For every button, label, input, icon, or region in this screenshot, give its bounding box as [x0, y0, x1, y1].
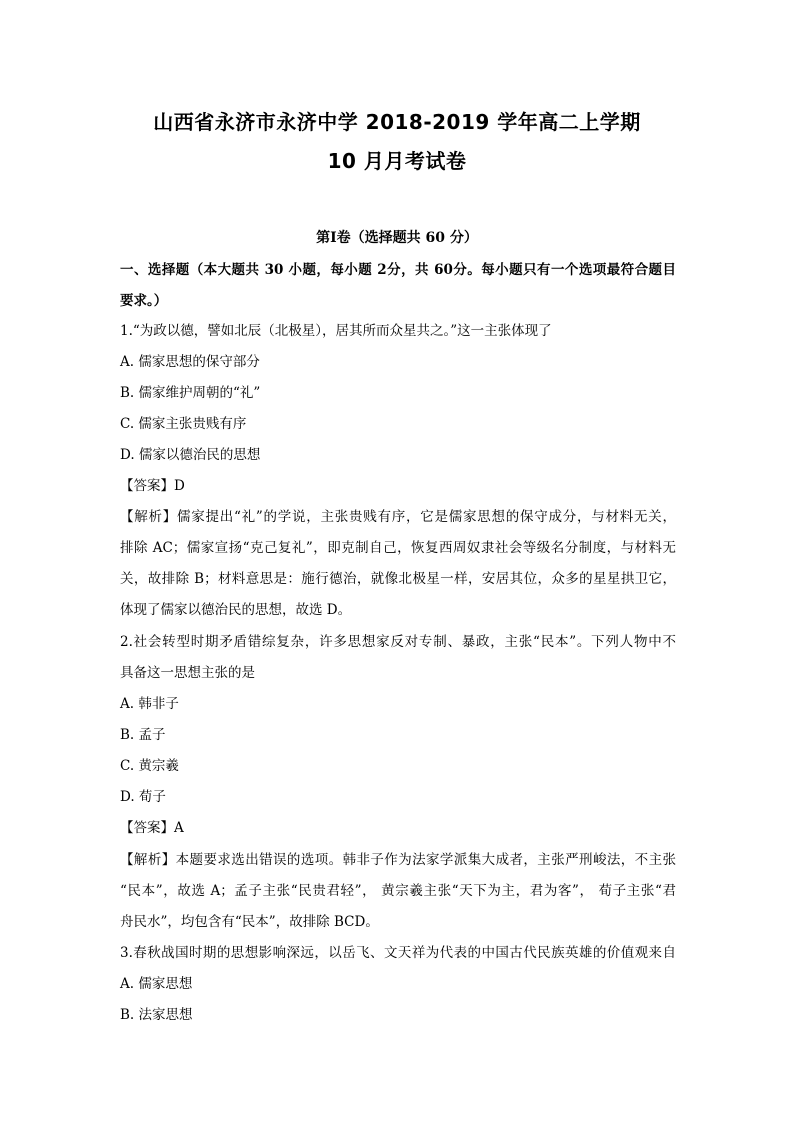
question-2-stem-line1: 2.社会转型时期矛盾错综复杂，许多思想家反对专制、暴政，主张“民本”。下列人物中不 [120, 634, 676, 650]
question-1-option-a: A. 儒家思想的保守部分 [120, 354, 260, 370]
question-3-stem: 3.春秋战国时期的思想影响深远，以岳飞、文天祥为代表的中国古代民族英雄的价值观来自 [120, 945, 676, 961]
question-2-option-a: A. 韩非子 [120, 696, 179, 712]
document-title-line1: 山西省永济市永济中学 2018-2019 学年高二上学期 [153, 110, 641, 134]
instructions-line2: 要求。） [120, 293, 168, 309]
question-2-option-d: D. 荀子 [120, 789, 166, 805]
question-2-stem-line2: 具备这一思想主张的是 [120, 665, 255, 681]
instructions-line1: 一、选择题（本大题共 30 小题，每小题 2分，共 60分。每小题只有一个选项最符合题目 [120, 262, 676, 278]
question-2-option-c: C. 黄宗羲 [120, 758, 179, 774]
question-1-stem: 1.“为政以德，譬如北辰（北极星），居其所而众星共之。”这一主张体现了 [120, 323, 552, 339]
question-1-analysis-line4: 体现了儒家以德治民的思想，故选 D。 [120, 602, 352, 618]
volume-title: 第Ⅰ卷（选择题共 60 分） [316, 230, 478, 246]
question-2-analysis-line3: 舟民水”，均包含有“民本”，故排除 BCD。 [120, 914, 379, 930]
question-1-answer: 【答案】D [120, 478, 185, 494]
question-1-analysis-line3: 关，故排除 B；材料意思是：施行德治，就像北极星一样，安居其位，众多的星星拱卫它， [120, 571, 676, 587]
question-1-analysis-line2: 排除 AC；儒家宣扬“克己复礼”，即克制自己，恢复西周奴隶社会等级名分制度，与材料无 [120, 540, 676, 556]
question-2-analysis-line1: 【解析】本题要求选出错误的选项。韩非子作为法家学派集大成者，主张严刑峻法，不主张 [120, 852, 676, 868]
question-2-option-b: B. 孟子 [120, 727, 166, 743]
question-1-option-c: C. 儒家主张贵贱有序 [120, 416, 247, 432]
document-title-line2: 10 月月考试卷 [327, 149, 467, 173]
question-1-analysis-line1: 【解析】儒家提出“礼”的学说，主张贵贱有序，它是儒家思想的保守成分，与材料无关， [120, 509, 676, 525]
question-1-option-d: D. 儒家以德治民的思想 [120, 447, 261, 463]
question-1-option-b: B. 儒家维护周朝的“礼” [120, 385, 261, 401]
question-3-option-b: B. 法家思想 [120, 1007, 193, 1023]
question-2-analysis-line2: “民本”，故选 A；孟子主张“民贵君轻”， 黄宗羲主张“天下为主，君为客”， 荀子主张“君 [120, 883, 676, 899]
question-2-answer: 【答案】A [120, 820, 184, 836]
question-3-option-a: A. 儒家思想 [120, 976, 193, 992]
